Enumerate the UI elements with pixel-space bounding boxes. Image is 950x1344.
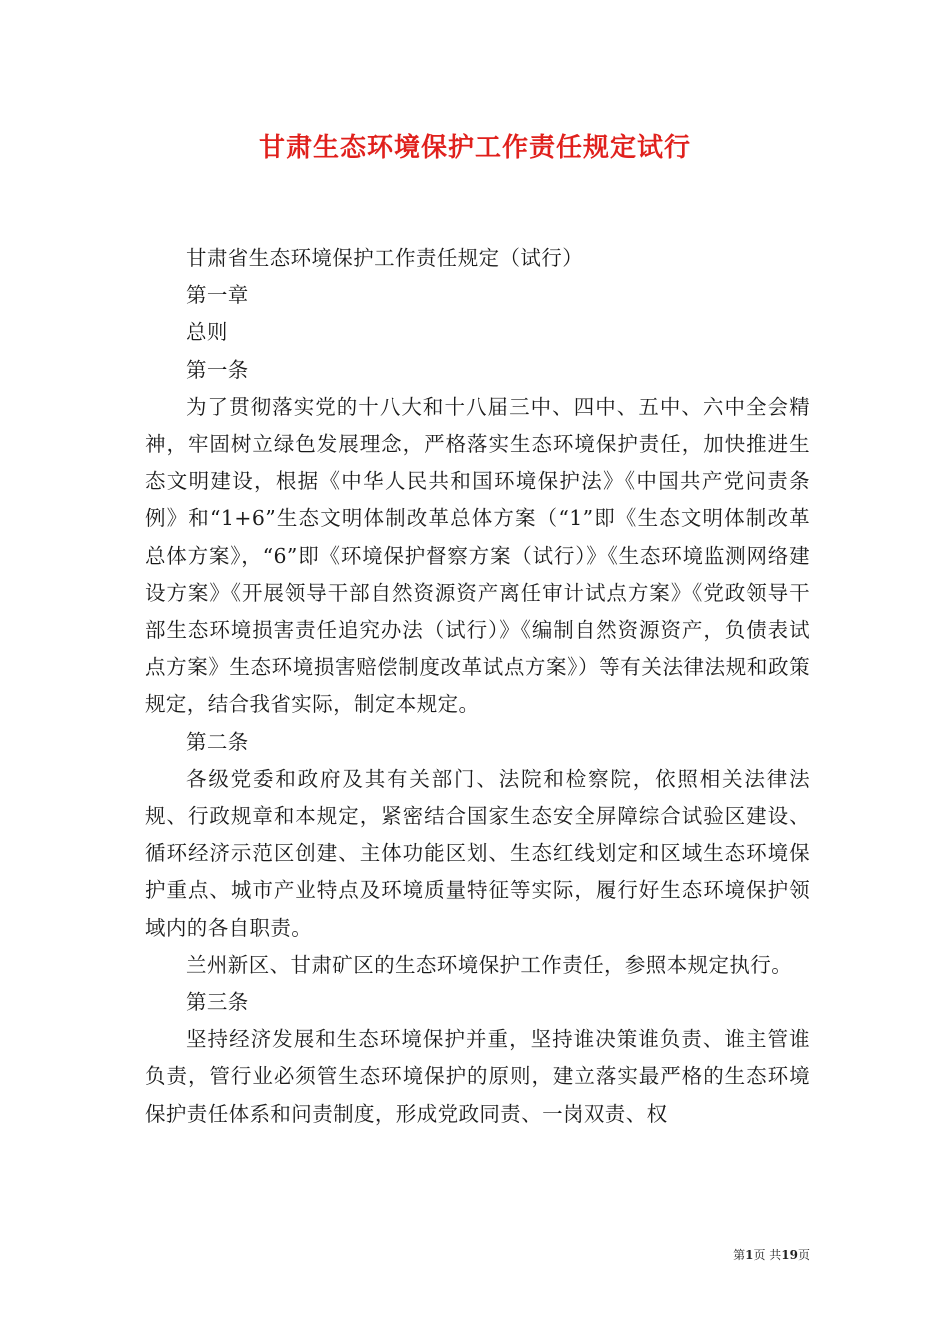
article-heading: 第二条 [186, 729, 249, 754]
article-heading: 第一条 [186, 357, 249, 382]
total-pages-number: 19 [781, 1248, 798, 1262]
document-body [145, 240, 810, 1133]
paragraph: 甘肃省生态环境保护工作责任规定（试行） [186, 246, 584, 270]
chapter-number: 第一章 [186, 283, 249, 308]
document-title: 甘肃生态环境保护工作责任规定试行 [258, 133, 691, 163]
paragraph: 各级党委和政府及其有关部门、法院和检察院，依照相关法律法规、行政规章和本规定，紧密结合国家生态安全屏障综合试验区建设、循环经济示范区创建、主体功能区划、生态红线划定和区域生态环境保护重点、城市产业特点及环境质量特征等实际，履行好生态环境保护领域内的各自职责。 [145, 766, 810, 940]
paragraph: 为了贯彻落实党的十八大和十八届三中、四中、五中、六中全会精神，牢固树立绿色发展理念，严格落实生态环境保护责任，加快推进生态文明建设，根据《中华人民共和国环境保护法》《中国共产党问责条例》和“1+6”生态文明体制改革总体方案（“1”即《生态文明体制改革总体方案》，“6”即《环境保护督察方案（试行）》《生态环境监测网络建设方案》《开展领导干部自然资源资产离任审计试点方案》《党政领导干部生态环境损害责任追究办法（试行）》《编制自然资源资产，负债表试点方案》生态环境损害赔偿制度改革试点方案》）等有关法律法规和政策规定，结合我省实际，制定本规定。 [145, 394, 810, 717]
footer-middle: 页 共 [753, 1248, 782, 1262]
paragraph: 坚持经济发展和生态环境保护并重，坚持谁决策谁负责、谁主管谁负责，管行业必须管生态环境保护的原则，建立落实最严格的生态环境保护责任体系和问责制度，形成党政同责、一岗双责、权 [145, 1027, 810, 1126]
current-page-number: 1 [745, 1248, 754, 1262]
article-heading: 第三条 [186, 990, 249, 1015]
footer-prefix: 第 [733, 1248, 746, 1262]
paragraph: 兰州新区、甘肃矿区的生态环境保护工作责任，参照本规定执行。 [186, 952, 793, 977]
page-number-footer [690, 1246, 810, 1263]
footer-suffix: 页 [797, 1248, 810, 1262]
chapter-title: 总则 [186, 320, 228, 345]
